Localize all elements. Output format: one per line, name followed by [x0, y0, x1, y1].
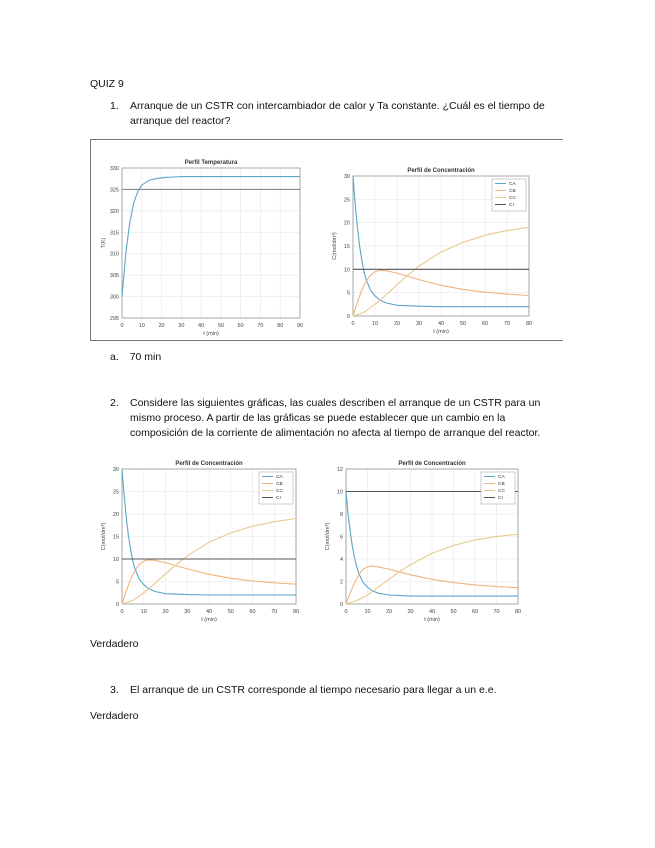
question-1-number: 1.	[110, 100, 119, 112]
y-tick-label: 12	[336, 467, 343, 473]
answer-1-text: 70 min	[129, 351, 162, 363]
x-tick-label: 10	[140, 609, 147, 615]
question-3-number: 3.	[110, 684, 119, 696]
y-tick-label: 320	[109, 208, 119, 215]
x-tick-label: 0	[120, 323, 124, 329]
x-tick-label: 60	[481, 321, 489, 327]
concentration-chart-2	[101, 461, 299, 623]
legend-label: CB	[509, 189, 516, 194]
y-axis-label: C(mol/dm³)	[325, 522, 331, 551]
x-tick-label: 70	[503, 321, 511, 327]
legend-label: CB	[276, 482, 283, 487]
x-tick-label: 70	[257, 323, 264, 329]
y-tick-label: 300	[109, 294, 119, 301]
legend-label: CC	[498, 489, 505, 494]
y-tick-label: 15	[112, 534, 119, 541]
question-1-text: Arranque de un CSTR con intercambiador de calor y Ta constante. ¿Cuál es el tiempo de arranque del reactor?	[130, 100, 545, 127]
y-tick-label: 325	[109, 187, 119, 194]
x-tick-label: 20	[158, 323, 165, 329]
y-tick-label: 0	[115, 602, 119, 608]
x-axis-label: t (min)	[203, 331, 219, 337]
y-tick-label: 10	[112, 557, 119, 563]
y-tick-label: 8	[339, 512, 343, 518]
chart-title: Perfil de Concentración	[398, 461, 466, 467]
x-tick-label: 0	[351, 321, 355, 327]
x-tick-label: 50	[459, 321, 467, 327]
y-tick-label: 10	[336, 489, 343, 496]
legend-label: CC	[509, 196, 516, 201]
legend-label: CB	[498, 482, 505, 487]
answer-1-letter: a.	[110, 351, 119, 363]
y-tick-label: 30	[112, 467, 119, 473]
x-tick-label: 10	[364, 609, 371, 615]
x-tick-label: 30	[178, 323, 185, 329]
x-tick-label: 60	[237, 323, 244, 329]
legend-label: CI	[498, 496, 503, 501]
question-2-text: Considere las siguientes gráficas, las cuales describen el arranque de un CSTR para un mismo proceso. A partir de las gráficas se puede establecer que un cambio en la composición de la corriente de alimentación no afecta al tiempo de arranque del reactor.	[130, 397, 541, 439]
concentration-chart-1	[332, 168, 532, 335]
y-tick-label: 25	[343, 197, 350, 204]
x-tick-label: 40	[437, 321, 445, 327]
y-axis-label: T(K)	[101, 237, 107, 249]
y-tick-label: 5	[115, 579, 119, 586]
legend-label: CA	[509, 182, 516, 187]
y-tick-label: 4	[339, 557, 343, 563]
y-tick-label: 15	[343, 244, 350, 250]
x-tick-label: 30	[184, 609, 191, 615]
y-tick-label: 20	[112, 512, 119, 518]
legend-label: CI	[276, 496, 281, 501]
figure-2	[90, 455, 530, 630]
concentration-chart-3	[325, 461, 521, 623]
figure-1-svg	[91, 140, 563, 340]
answer-3: Verdadero	[90, 710, 139, 722]
x-tick-label: 40	[205, 609, 213, 615]
x-tick-label: 70	[493, 609, 500, 615]
x-tick-label: 80	[514, 609, 522, 615]
y-tick-label: 6	[339, 534, 343, 541]
x-tick-label: 40	[198, 323, 205, 329]
x-tick-label: 10	[138, 323, 145, 329]
y-tick-label: 2	[339, 579, 343, 586]
y-axis-label: C(mol/dm³)	[101, 522, 107, 551]
x-axis-label: t (min)	[424, 617, 440, 623]
legend-label: CC	[276, 489, 283, 494]
y-tick-label: 295	[109, 316, 119, 322]
x-tick-label: 0	[344, 609, 348, 615]
x-tick-label: 60	[249, 609, 256, 615]
x-tick-label: 30	[415, 321, 423, 327]
y-tick-label: 30	[343, 174, 350, 180]
y-tick-label: 315	[109, 230, 119, 237]
y-tick-label: 305	[109, 273, 119, 280]
x-tick-label: 80	[277, 323, 284, 329]
y-tick-label: 0	[346, 314, 350, 320]
x-tick-label: 70	[271, 609, 278, 615]
legend-label: CA	[276, 475, 283, 480]
answer-1	[110, 350, 161, 364]
x-tick-label: 20	[162, 609, 169, 615]
figure-1	[90, 139, 563, 341]
answer-2: Verdadero	[90, 638, 139, 650]
y-tick-label: 25	[112, 489, 119, 496]
question-3	[110, 683, 560, 699]
x-tick-label: 80	[292, 609, 300, 615]
question-2-number: 2.	[110, 397, 119, 409]
chart-title: Perfil Temperatura	[184, 160, 238, 166]
x-tick-label: 20	[385, 609, 393, 615]
y-tick-label: 20	[343, 220, 350, 227]
temperature-chart	[101, 160, 303, 337]
legend-label: CA	[498, 475, 505, 480]
x-tick-label: 60	[471, 609, 479, 615]
y-tick-label: 330	[109, 166, 119, 172]
y-axis-label: C(mol/dm³)	[332, 232, 338, 260]
x-tick-label: 10	[371, 321, 379, 327]
x-axis-label: t (min)	[201, 617, 217, 623]
x-tick-label: 0	[120, 609, 124, 615]
question-3-text: El arranque de un CSTR corresponde al tiempo necesario para llegar a un e.e.	[130, 684, 497, 696]
figure-2-svg	[90, 455, 530, 630]
x-tick-label: 20	[393, 321, 401, 327]
chart-title: Perfil de Concentración	[175, 461, 243, 467]
y-tick-label: 5	[346, 290, 350, 297]
legend-label: CI	[509, 203, 514, 208]
question-1	[110, 99, 560, 131]
page-title: QUIZ 9	[90, 78, 124, 90]
y-tick-label: 0	[339, 602, 343, 608]
x-tick-label: 30	[407, 609, 414, 615]
x-tick-label: 90	[296, 323, 304, 329]
x-tick-label: 50	[450, 609, 457, 615]
x-tick-label: 80	[525, 321, 533, 327]
x-axis-label: t (min)	[433, 329, 449, 335]
x-tick-label: 50	[227, 609, 234, 615]
plot-area	[122, 168, 300, 318]
chart-title: Perfil de Concentración	[407, 168, 475, 174]
x-tick-label: 50	[217, 323, 224, 329]
y-tick-label: 10	[343, 267, 350, 274]
question-2	[110, 396, 560, 444]
x-tick-label: 40	[428, 609, 436, 615]
y-tick-label: 310	[109, 251, 119, 258]
